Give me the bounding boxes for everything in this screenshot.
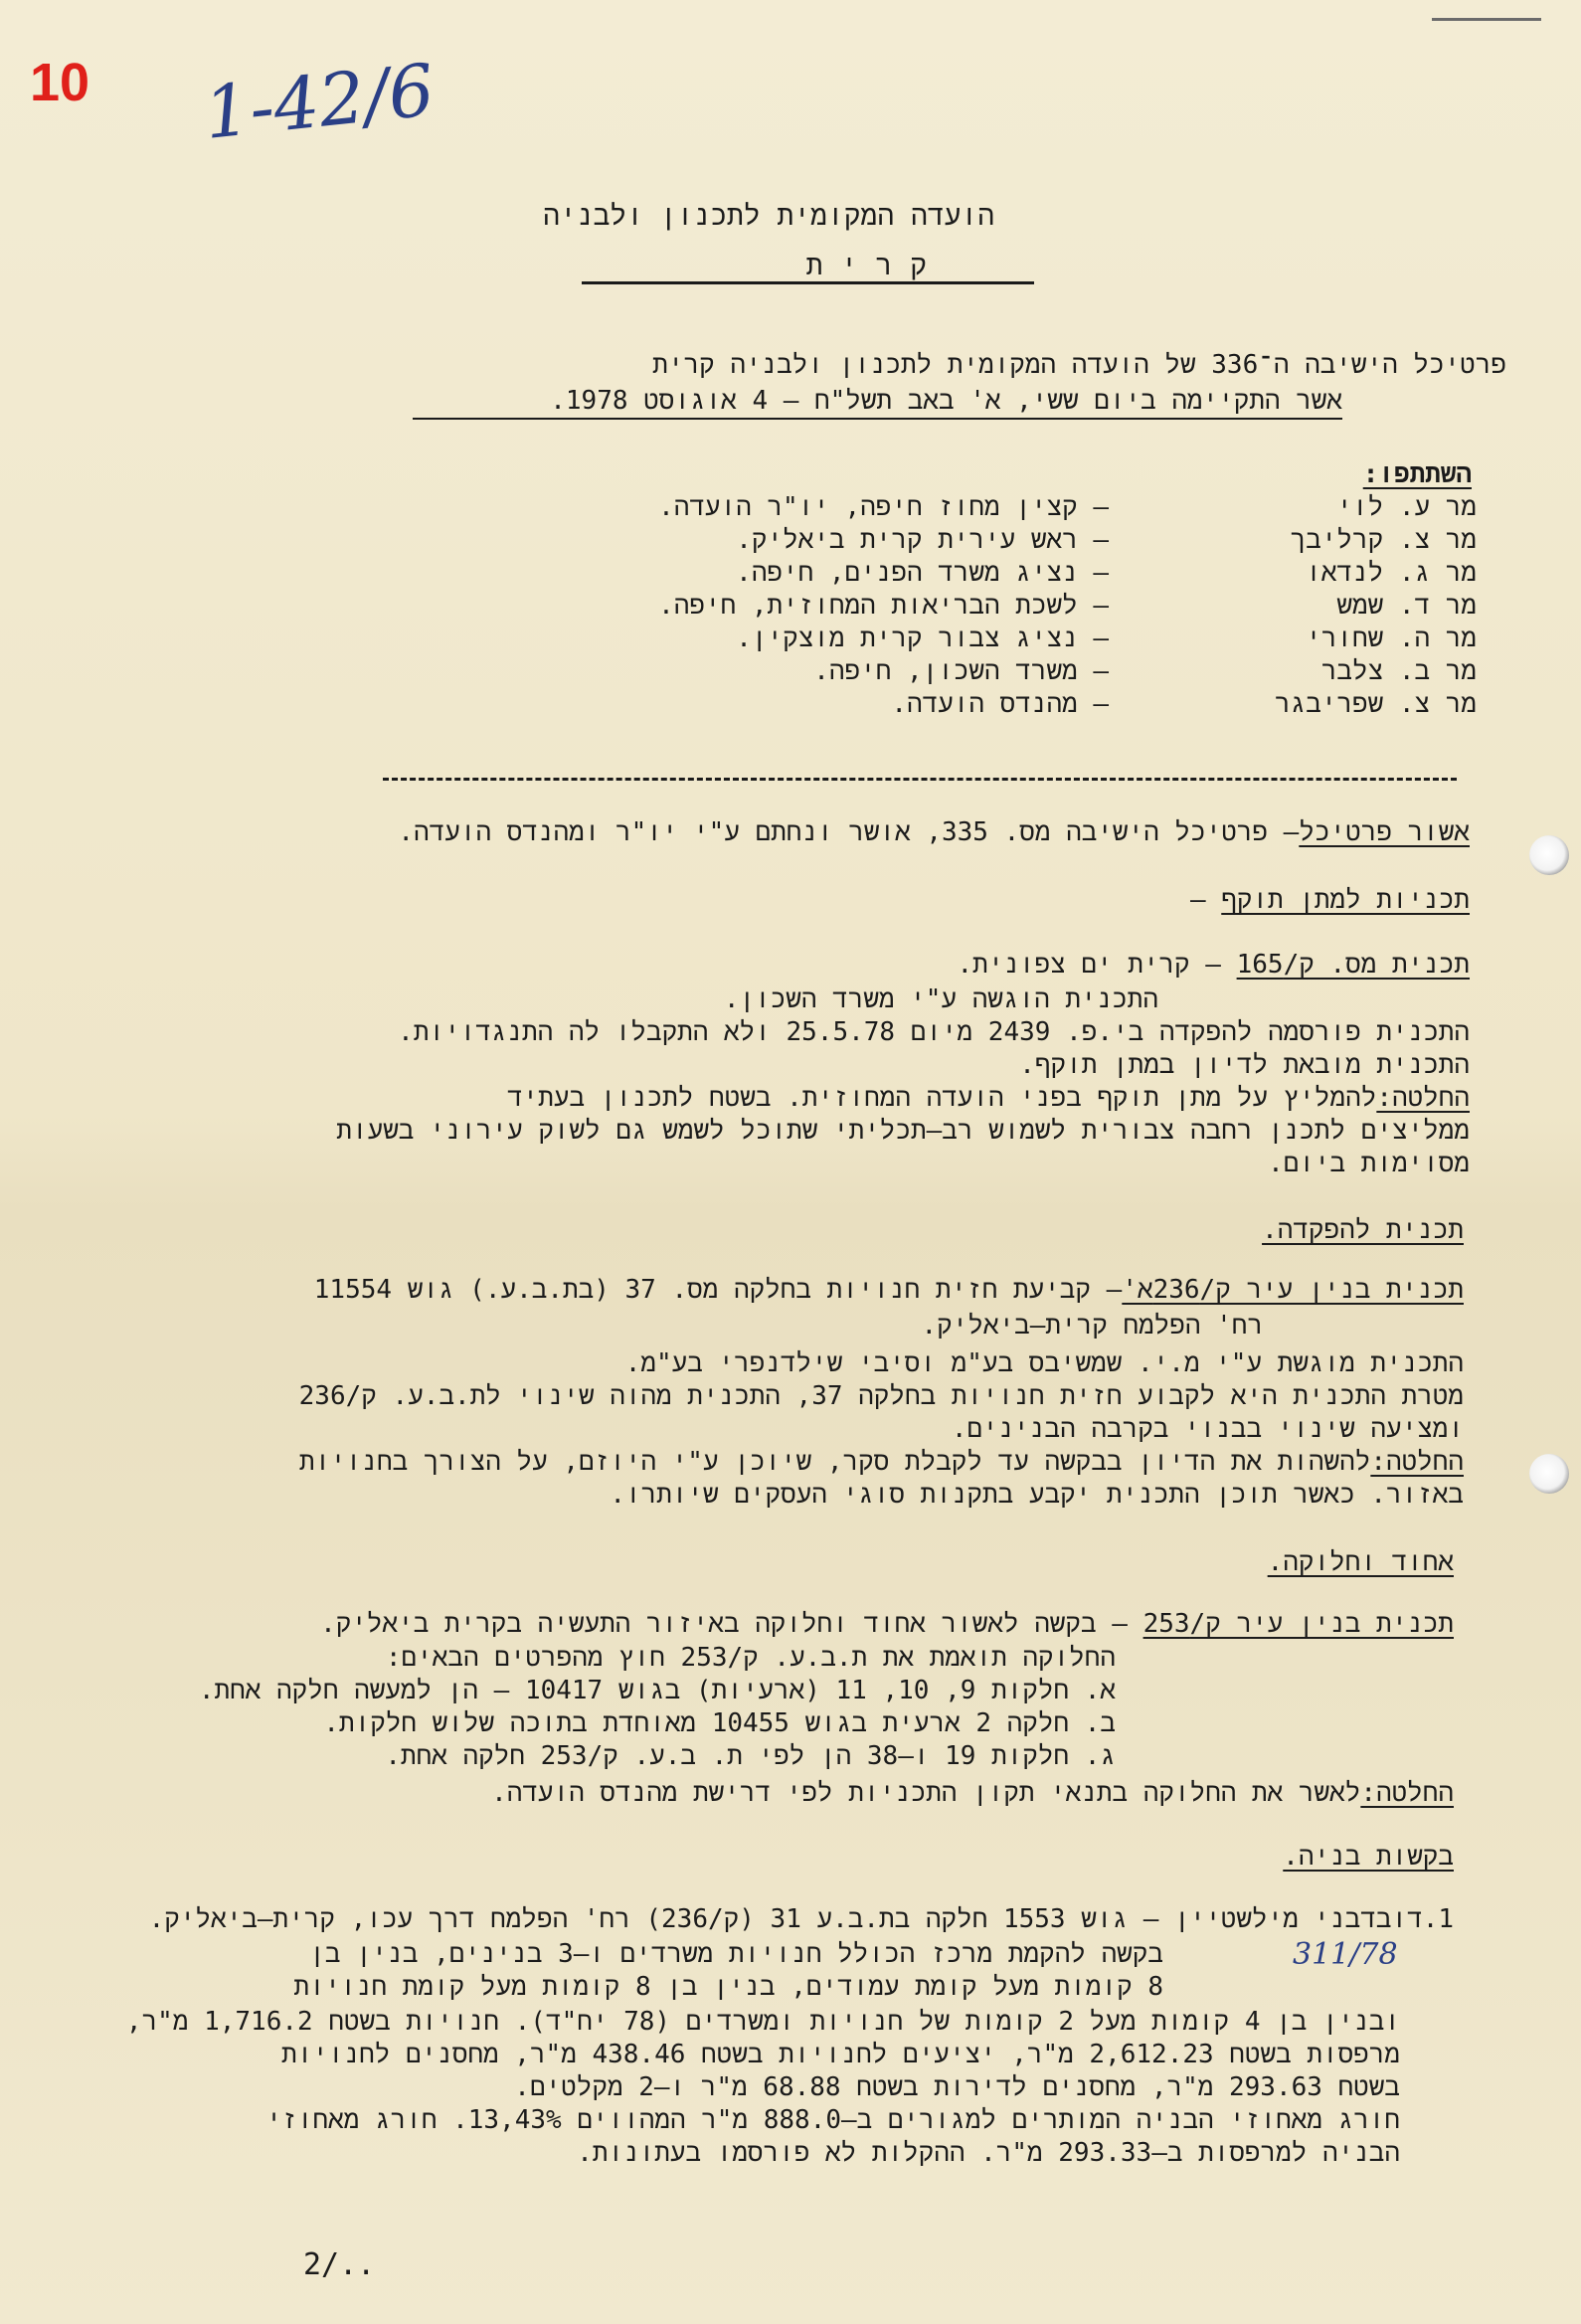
merge-line: החלוקה תואמת את ת.ב.ע. ק/253 חוץ מהפרטים הבאים: <box>385 1643 1116 1673</box>
city-title: קרית <box>805 249 945 281</box>
deposit-decision-text: להשהות את הדיון בבקשה עד לקבלת סקר, שיוכן ע"י היוזם, על הצורך בחנויות <box>298 1447 1371 1477</box>
deposit-line: ומציעה שינוי בבנוי בקרבה הבנינים. <box>951 1414 1464 1444</box>
title-underline <box>582 281 1034 284</box>
approval-text: – פרטיכל הישיבה מס. 335, אושר ונחתם ע"י יו"ר ומהנדס הועדה. <box>398 817 1300 847</box>
validity-decision-text: להמליץ על מתן תוקף בפני הועדה המחוזית. בשטח לתכנון בעתיד <box>507 1083 1377 1113</box>
protocol-intro-line-1: פרטיכל הישיבה ה־336 של הועדה המקומית לתכנון ולבניה קרית <box>652 350 1506 380</box>
participant-role: – משרד השכון, חיפה. <box>813 656 1109 686</box>
permits-heading: בקשות בניה. <box>1283 1842 1454 1872</box>
punch-hole <box>1529 1454 1569 1494</box>
participant-name: מר ד. שמש <box>1336 591 1477 621</box>
deposit-decision-line <box>299 1447 1464 1478</box>
deposit-plan-line <box>314 1275 1464 1306</box>
merge-plan-text: – בקשה לאשור אחוד וחלוקה באיזור התעשיה בקרית ביאליק. <box>320 1609 1143 1639</box>
participant-name: מר צ. שפריבגר <box>1275 689 1477 719</box>
permit-line: 8 קומות מעל קומת עמודים, בנין בן 8 קומות מעל קומת חנויות <box>293 1972 1163 2002</box>
deposit-plan-text: – קביעת חזית חנויות בחלקה מס. 37 (בת.ב.ע.) גוש 11554 <box>313 1275 1123 1305</box>
validity-decision-line: מסוימות ביום. <box>1268 1149 1470 1178</box>
punch-hole <box>1529 835 1569 875</box>
handwritten-reference: 1-42/6 <box>200 48 439 155</box>
merge-line: ג. חלקות 19 ו–38 הן לפי ת. ב.ע. ק/253 חלקה אחת. <box>385 1741 1116 1771</box>
deposit-line: התכנית מוגשת ע"י מ.י. שמשיבס בע"מ וסיבי שילדנפרי בע"מ. <box>624 1348 1464 1378</box>
validity-decision-label: החלטה: <box>1376 1083 1470 1113</box>
dashed-separator <box>383 778 1457 781</box>
validity-heading-line <box>1190 885 1470 916</box>
participant-role: – קצין מחוז חיפה, יו"ר הועדה. <box>658 492 1109 522</box>
permit-line: חורג מאחוזי הבניה המותרים למגורים ב–888.0 מ"ר המהווים 13,43%. חורג מאחוזי <box>265 2105 1400 2135</box>
permit-line: הבניה למרפסות ב–293.33 מ"ר. ההקלות לא פורסמו בעתונות. <box>577 2138 1400 2168</box>
permit-line: מרפסות בשטח 2,612.23 מ"ר, יציעים לחנויות בשטח 438.46 מ"ר, מחסנים לחנויות <box>281 2040 1400 2069</box>
participant-role: – מהנדס הועדה. <box>891 689 1109 719</box>
permit-line: ובנין בן 4 קומות מעל 2 קומות של חנויות ומשרדים (78 יח"ד). חנויות בשטח 1,716.2 מ"ר, <box>125 2007 1400 2037</box>
permit-line: בשטח 293.63 מ"ר, מחסנים לדירות בשטח 68.88 מ"ר ו–2 מקלטים. <box>514 2072 1400 2102</box>
validity-plan-line <box>957 950 1470 981</box>
deposit-plan-label: תכנית בנין עיר ק/236א' <box>1122 1275 1464 1305</box>
merge-line: א. חלקות 9, 10, 11 (ארעיות) בגוש 10417 – הן למעשה חלקה אחת. <box>198 1676 1116 1705</box>
merge-plan-label: תכנית בנין עיר ק/253 <box>1142 1609 1454 1639</box>
case-number: 311/78 <box>1293 1937 1398 1972</box>
participant-name: מר ג. לנדאו <box>1306 558 1477 588</box>
protocol-intro-line-2: אשר התקיימה ביום ששי, א' באב תשל"ח – 4 אוגוסט 1978. <box>550 386 1342 416</box>
approval-label: אשור פרטיכל <box>1299 817 1470 847</box>
committee-title: הועדה המקומית לתכנון ולבניה <box>543 199 994 232</box>
merge-decision-line <box>491 1778 1454 1809</box>
validity-line: התכנית מובאת לדיון במתן תוקף. <box>1019 1050 1470 1080</box>
participant-role: – נציג צבור קרית מוצקין. <box>736 624 1109 653</box>
deposit-plan-line-2: רח' הפלמח קרית–ביאליק. <box>921 1311 1263 1341</box>
permit-line: 1.דובדבני מילשטיין – גוש 1553 חלקה בת.ב.ע 31 (ק/236) רח' הפלמח דרך עכו, קרית–ביאליק. <box>148 1904 1454 1934</box>
merge-decision-text: לאשר את החלוקה בתנאי תקון התכניות לפי דרישת מהנדס הועדה. <box>491 1778 1361 1808</box>
merge-heading: אחוד וחלוקה. <box>1267 1547 1454 1577</box>
validity-heading-tail: – <box>1189 885 1222 915</box>
participants-label: השתתפו: <box>1362 459 1472 489</box>
participant-name: מר ע. לוי <box>1336 492 1477 522</box>
participant-name: מר ה. שחורי <box>1306 624 1477 653</box>
merge-plan-line <box>320 1609 1454 1640</box>
merge-line: ב. חלקה 2 ארעית בגוש 10455 מאוחדת בתוכה שלוש חלקות. <box>323 1708 1116 1738</box>
validity-line: התכנית פורסמה להפקדה בי.פ. 2439 מיום 25.5.78 ולא התקבלו לה התנגדויות. <box>398 1017 1470 1047</box>
intro-underline <box>413 418 1342 420</box>
validity-heading: תכניות למתן תוקף <box>1221 885 1470 915</box>
validity-plan-text: – קרית ים צפונית. <box>957 950 1237 980</box>
deposit-decision-label: החלטה: <box>1370 1447 1464 1477</box>
approval-line <box>398 817 1470 848</box>
validity-decision-line: ממליצים לתכנן רחבה צבורית לשמוש רב–תכליתי שתוכל לשמש גם לשוק עירוני בשעות <box>336 1116 1470 1146</box>
page-number-mark: 10 <box>30 53 90 112</box>
merge-decision-label: החלטה: <box>1360 1778 1454 1808</box>
participant-role: – לשכת הבריאות המחוזית, חיפה. <box>658 591 1109 621</box>
continuation-marker: 2/.. <box>303 2247 376 2282</box>
deposit-line: מטרת התכנית היא לקבוע חזית חנויות בחלקה 37, התכנית מהוה שינוי לת.ב.ע. ק/236 <box>298 1381 1464 1411</box>
participant-name: מר צ. קרליבך <box>1290 525 1477 555</box>
participant-role: – נציג משרד הפנים, חיפה. <box>736 558 1109 588</box>
validity-decision-line <box>507 1083 1470 1114</box>
participant-name: מר ב. צלבר <box>1320 656 1477 686</box>
deposit-decision-line: באזור. כאשר תוכן התכנית יקבע בתקנות סוגי העסקים שיותרו. <box>610 1480 1464 1510</box>
participant-role: – ראש עירית קרית ביאליק. <box>736 525 1109 555</box>
validity-plan-label: תכנית מס. ק/165 <box>1236 950 1470 980</box>
permit-line: בקשה להקמת מרכז הכולל חנויות משרדים ו–3 בנינים, בנין בן <box>309 1939 1163 1969</box>
top-edge-mark <box>1432 18 1541 21</box>
deposit-heading: תכנית להפקדה. <box>1262 1215 1464 1245</box>
validity-line: התכנית הוגשה ע"י משרד השכון. <box>723 984 1158 1014</box>
